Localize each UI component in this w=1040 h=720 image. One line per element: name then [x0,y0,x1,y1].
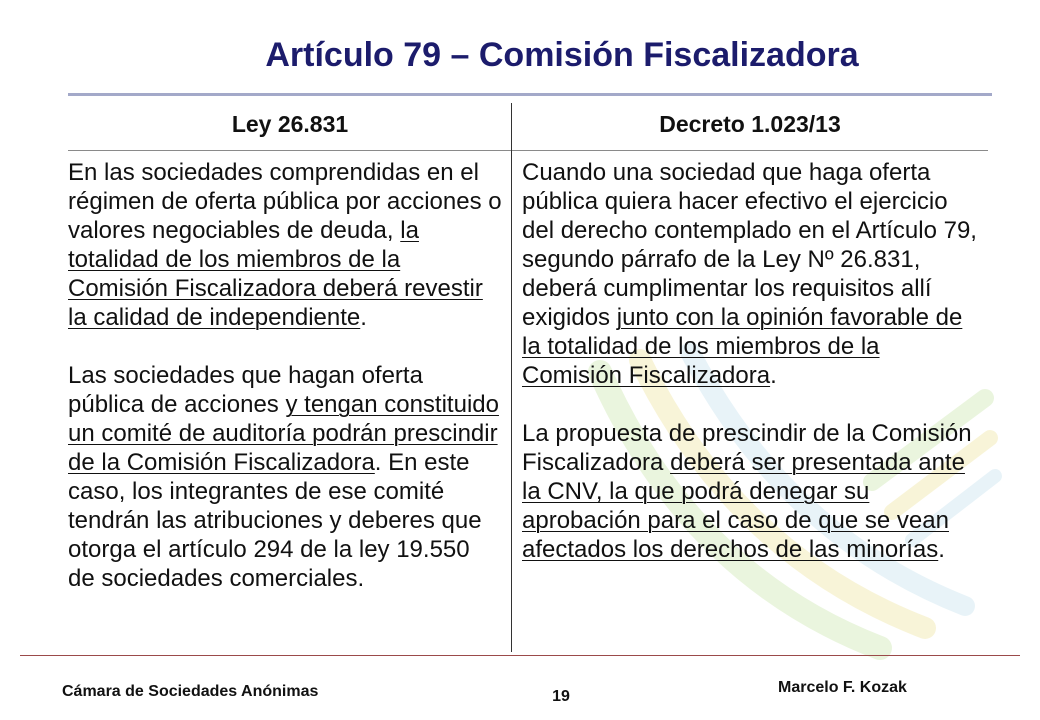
column-divider [511,103,512,652]
text-segment: valores negociables de deuda, [68,217,401,244]
underlined-segment: totalidad de los miembros de la [68,246,401,273]
text-line [522,216,1022,245]
text-segment: . [360,304,367,331]
text-line [522,245,1022,274]
underlined-segment: Comisión Fiscalizadora [522,362,771,389]
header-divider [68,150,988,151]
text-line [68,390,508,419]
text-line [68,303,508,332]
text-line [522,274,1022,303]
text-segment: pública quiera hacer efectivo el ejercicio [522,188,948,215]
title-divider [68,93,992,96]
paragraph [68,361,508,593]
ley-column-text [68,158,508,593]
text-line [522,361,1022,390]
underlined-segment: y tengan constituido [285,391,499,418]
slide-title: Artículo 79 – Comisión Fiscalizadora [265,36,859,74]
text-segment: régimen de oferta pública por acciones o [68,188,502,215]
text-line [68,506,508,535]
text-segment: de sociedades comerciales. [68,565,365,592]
text-line [522,187,1022,216]
text-line [522,332,1022,361]
text-segment: . [770,362,777,389]
column-header-decreto: Decreto 1.023/13 [659,111,841,137]
text-segment: exigidos [522,304,617,331]
text-line [522,419,1022,448]
underlined-segment: un comité de auditoría podrán prescindir [68,420,498,447]
text-line [68,564,508,593]
text-segment: tendrán las atribuciones y deberes que [68,507,482,534]
footer-author: Marcelo F. Kozak [778,679,907,696]
underlined-segment: la totalidad de los miembros de la [522,333,880,360]
underlined-segment: junto con la opinión favorable de [616,304,963,331]
text-line [522,158,1022,187]
text-segment: segundo párrafo de la Ley Nº 26.831, [522,246,921,273]
text-segment: otorga el artículo 294 de la ley 19.550 [68,536,470,563]
text-line [522,303,1022,332]
text-segment: pública de acciones [68,391,286,418]
paragraph [522,419,1022,564]
footer-organization: Cámara de Sociedades Anónimas [62,683,319,700]
text-segment: . En este [374,449,470,476]
text-line [68,274,508,303]
text-segment: deberá cumplimentar los requisitos allí [522,275,932,302]
underlined-segment: la calidad de independiente [68,304,361,331]
underlined-segment: la [400,217,419,244]
underlined-segment: deberá ser presentada ante [670,449,965,476]
text-segment: Fiscalizadora [522,449,671,476]
text-line [68,187,508,216]
underlined-segment: afectados los derechos de las minorías [522,536,939,563]
text-line [522,506,1022,535]
text-line [68,419,508,448]
text-segment: La propuesta de prescindir de la Comisión [522,420,972,447]
underlined-segment: de la Comisión Fiscalizadora [68,449,375,476]
text-line [522,477,1022,506]
footer-divider [20,655,1020,656]
text-segment: del derecho contemplado en el Artículo 79, [522,217,977,244]
column-header-ley: Ley 26.831 [231,111,349,137]
underlined-segment: la CNV, la que podrá denegar su [522,478,870,505]
text-segment: En las sociedades comprendidas en el [68,159,479,186]
text-segment: . [938,536,945,563]
text-line [522,535,1022,564]
text-line [68,158,508,187]
text-line [68,245,508,274]
text-line [68,216,508,245]
underlined-segment: aprobación para el caso de que se vean [522,507,949,534]
underlined-segment: Comisión Fiscalizadora deberá revestir [68,275,483,302]
text-line [68,535,508,564]
text-segment: caso, los integrantes de ese comité [68,478,445,505]
text-line [68,477,508,506]
text-line [68,361,508,390]
text-line [68,448,508,477]
text-segment: Las sociedades que hagan oferta [68,362,423,389]
page-number: 19 [552,688,570,705]
paragraph [68,158,508,332]
text-segment: Cuando una sociedad que haga oferta [522,159,931,186]
decreto-column-text [522,158,1022,564]
text-line [522,448,1022,477]
paragraph [522,158,1022,390]
